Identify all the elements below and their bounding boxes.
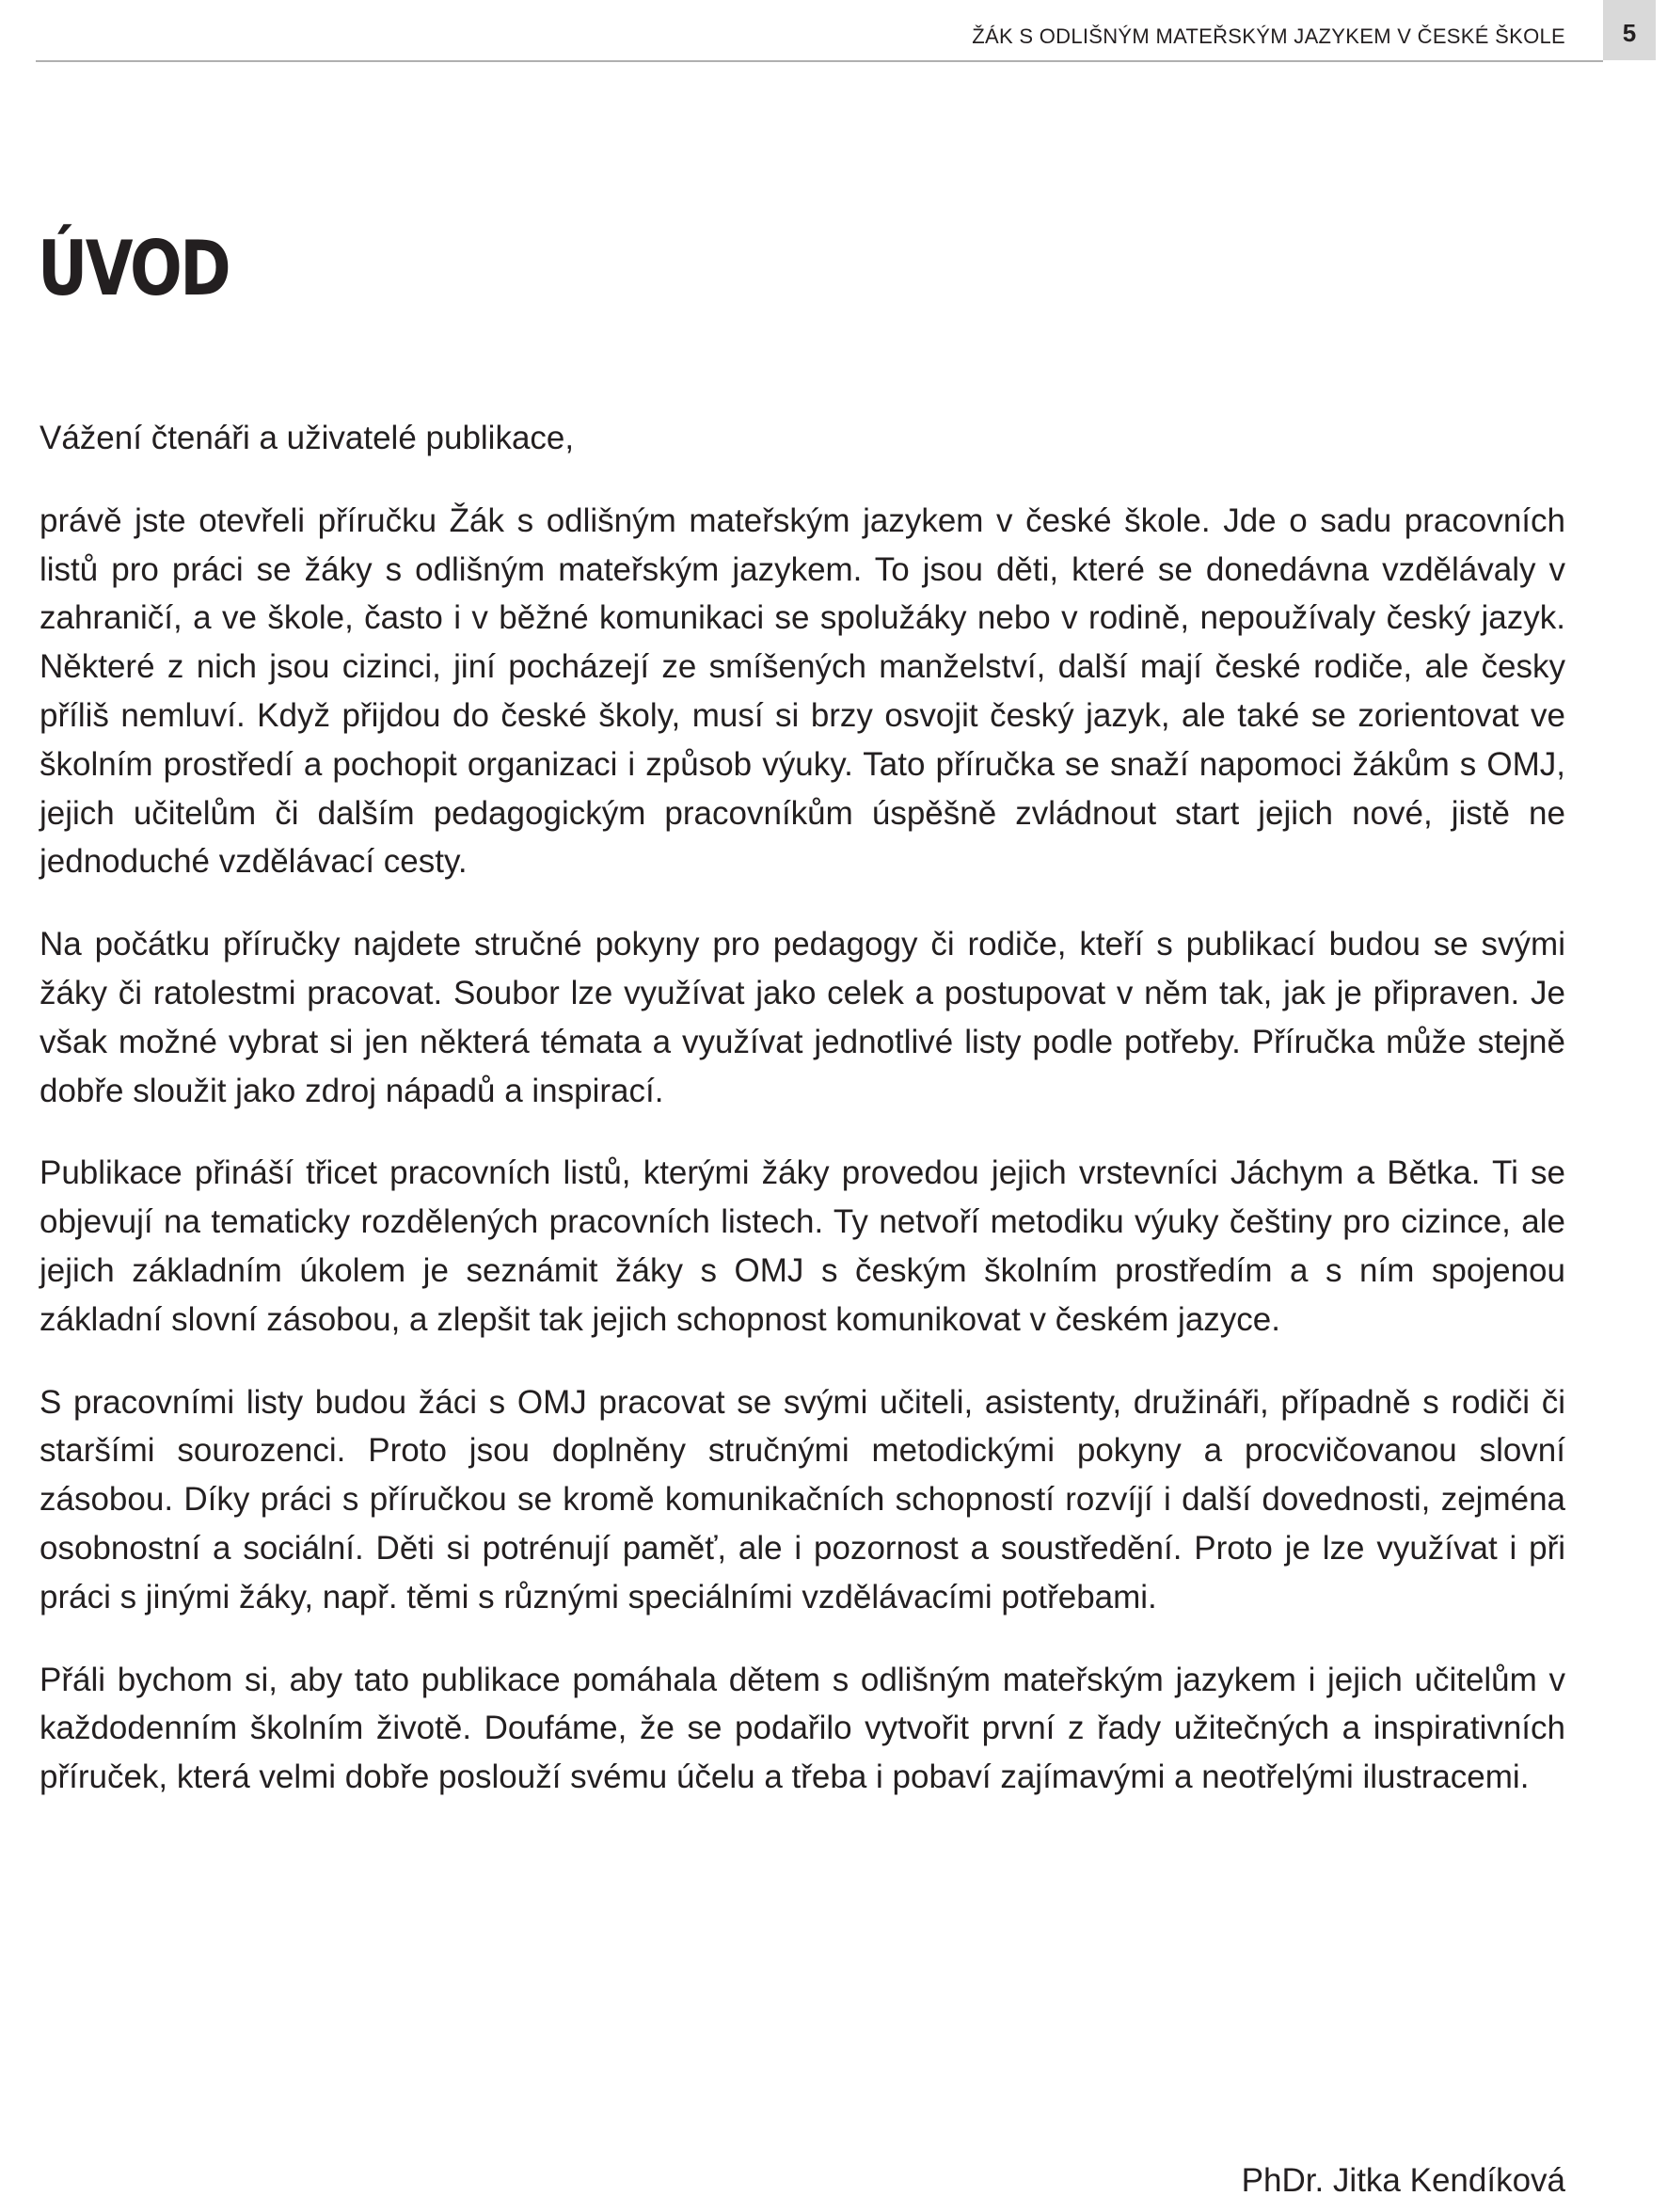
paragraph-intro: právě jste otevřeli příručku Žák s odlišným mateřským jazykem v české škole. Jde o sadu pracovních listů pro práci se žáky s odlišným mateřským jazykem. To jsou děti, které se donedávna vzdělávaly v zahraničí, a ve škole, často i v běžné komunikaci se spolužáky nebo v rodině, nepoužívaly český jazyk. Některé z nich jsou cizinci, jiní pocházejí ze smíšených manželství, další mají české rodiče, ale česky příliš nemluví. Když přijdou do české školy, musí si brzy osvojit český jazyk, ale také se zorientovat ve školním prostředí a pochopit organizaci i způsob výuky. Tato příručka se snaží napomoci žákům s OMJ, jejich učitelům či dalším pedagogickým pracovníkům úspěšně zvládnout start jejich nové, jistě ne jednoduché vzdělávací cesty.	[40, 501, 1565, 881]
salutation: Vážení čtenáři a uživatelé publikace,	[40, 420, 575, 456]
header-divider	[36, 60, 1603, 62]
page-title: ÚVOD	[38, 225, 230, 312]
paragraph-content: Publikace přináší třicet pracovních listů, kterými žáky provedou jejich vrstevníci Jáchym a Bětka. Ti se objevují na tematicky rozdělených pracovních listech. Ty netvoří metodiku výuky češtiny pro cizince, ale jejich základním úkolem je seznámit žáky s OMJ s českým školním prostředím a s ním spojenou základní slovní zásobou, a zlepšit tak jejich schopnost komunikovat v českém jazyce.	[40, 1154, 1565, 1338]
paragraph-methods: S pracovními listy budou žáci s OMJ pracovat se svými učiteli, asistenty, družináři, případně s rodiči či staršími sourozenci. Proto jsou doplněny stručnými metodickými pokyny a procvičovanou slovní zásobou. Díky práci s příručkou se kromě komunikačních schopností rozvíjí i další dovednosti, zejména osobnostní a sociální. Děti si potrénují paměť, ale i pozornost a soustředění. Proto je lze využívat i při práci s jinými žáky, např. těmi s různými speciálními vzdělávacími potřebami.	[40, 1383, 1565, 1615]
page-number: 5	[1603, 0, 1656, 60]
running-head-title: ŽÁK S ODLIŠNÝM MATEŘSKÝM JAZYKEM V ČESKÉ ŠKOLE	[972, 24, 1565, 48]
body-text	[40, 414, 1565, 1836]
paragraph-closing: Přáli bychom si, aby tato publikace pomáhala dětem s odlišným mateřským jazykem i jejich učitelům v každodenním školním životě. Doufáme, že se podařilo vytvořit první z řady užitečných a inspirativních příruček, která velmi dobře poslouží svému účelu a třeba i pobaví zajímavými a neotřelými ilustracemi.	[40, 1661, 1565, 1796]
paragraph-usage: Na počátku příručky najdete stručné pokyny pro pedagogy či rodiče, kteří s publikací budou se svými žáky či ratolestmi pracovat. Soubor lze využívat jako celek a postupovat v něm tak, jak je připraven. Je však možné vybrat si jen některá témata a využívat jednotlivé listy podle potřeby. Příručka může stejně dobře sloužit jako zdroj nápadů a inspirací.	[40, 926, 1565, 1109]
author-signature: PhDr. Jitka Kendíková	[1241, 2162, 1565, 2199]
